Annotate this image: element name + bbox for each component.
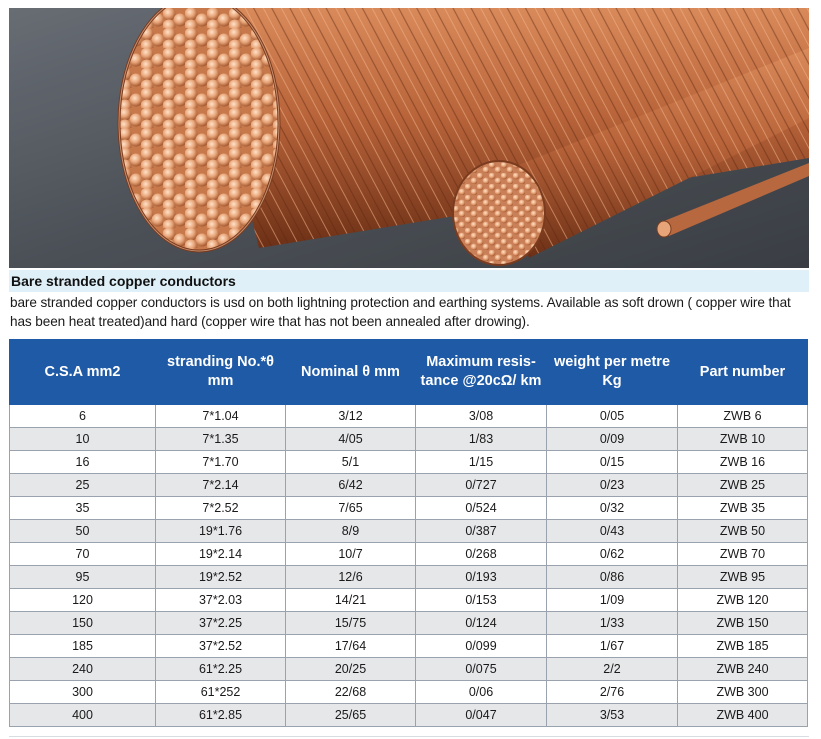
cell-nominal-diameter: 15/75	[286, 612, 416, 635]
cell-part-number: ZWB 120	[678, 589, 808, 612]
cell-stranding: 7*2.52	[156, 497, 286, 520]
header-csa: C.S.A mm2	[10, 340, 156, 405]
header-part-number: Part number	[678, 340, 808, 405]
header-nominal-diameter: Nominal θ mm	[286, 340, 416, 405]
cell-nominal-diameter: 6/42	[286, 474, 416, 497]
cell-weight: 2/2	[547, 658, 678, 681]
cell-max-resistance: 0/193	[416, 566, 547, 589]
cell-csa: 25	[10, 474, 156, 497]
cell-csa: 70	[10, 543, 156, 566]
cell-nominal-diameter: 7/65	[286, 497, 416, 520]
cell-weight: 0/15	[547, 451, 678, 474]
cell-csa: 50	[10, 520, 156, 543]
cell-weight: 1/33	[547, 612, 678, 635]
cell-max-resistance: 0/268	[416, 543, 547, 566]
cell-csa: 95	[10, 566, 156, 589]
cell-stranding: 7*2.14	[156, 474, 286, 497]
cell-part-number: ZWB 185	[678, 635, 808, 658]
table-row	[10, 681, 808, 704]
cell-weight: 0/32	[547, 497, 678, 520]
cell-weight: 1/67	[547, 635, 678, 658]
cell-max-resistance: 0/047	[416, 704, 547, 727]
cell-max-resistance: 0/153	[416, 589, 547, 612]
table-row	[10, 497, 808, 520]
cell-weight: 0/62	[547, 543, 678, 566]
cell-stranding: 37*2.25	[156, 612, 286, 635]
cell-weight: 0/09	[547, 428, 678, 451]
header-max-resistance: Maximum resis-tance @20cΩ/ km	[416, 340, 547, 405]
cell-nominal-diameter: 22/68	[286, 681, 416, 704]
table-row	[10, 589, 808, 612]
cell-max-resistance: 3/08	[416, 405, 547, 428]
copper-conductor-photo	[9, 8, 809, 268]
cell-max-resistance: 0/075	[416, 658, 547, 681]
cell-stranding: 19*2.52	[156, 566, 286, 589]
cell-part-number: ZWB 70	[678, 543, 808, 566]
table-row	[10, 543, 808, 566]
section-title-bar	[9, 270, 809, 292]
table-row	[10, 451, 808, 474]
cell-part-number: ZWB 25	[678, 474, 808, 497]
cell-stranding: 61*2.25	[156, 658, 286, 681]
header-weight: weight per metre Kg	[547, 340, 678, 405]
cell-csa: 240	[10, 658, 156, 681]
table-row	[10, 612, 808, 635]
cell-stranding: 61*2.85	[156, 704, 286, 727]
cell-weight: 2/76	[547, 681, 678, 704]
cell-weight: 0/05	[547, 405, 678, 428]
cell-csa: 10	[10, 428, 156, 451]
table-row	[10, 566, 808, 589]
cell-max-resistance: 1/15	[416, 451, 547, 474]
cell-weight: 0/23	[547, 474, 678, 497]
cell-part-number: ZWB 240	[678, 658, 808, 681]
cell-stranding: 61*252	[156, 681, 286, 704]
cell-stranding: 7*1.70	[156, 451, 286, 474]
table-header-row	[10, 340, 808, 405]
table-row	[10, 704, 808, 727]
section-title: Bare stranded copper conductors	[11, 273, 236, 289]
cell-max-resistance: 0/387	[416, 520, 547, 543]
cell-csa: 35	[10, 497, 156, 520]
cell-max-resistance: 0/06	[416, 681, 547, 704]
cell-csa: 120	[10, 589, 156, 612]
cell-nominal-diameter: 3/12	[286, 405, 416, 428]
cell-nominal-diameter: 8/9	[286, 520, 416, 543]
cell-stranding: 7*1.04	[156, 405, 286, 428]
cell-nominal-diameter: 14/21	[286, 589, 416, 612]
cell-nominal-diameter: 10/7	[286, 543, 416, 566]
cell-csa: 16	[10, 451, 156, 474]
table-row	[10, 635, 808, 658]
cell-stranding: 37*2.52	[156, 635, 286, 658]
cell-max-resistance: 0/727	[416, 474, 547, 497]
cell-part-number: ZWB 300	[678, 681, 808, 704]
table-row	[10, 520, 808, 543]
cell-max-resistance: 1/83	[416, 428, 547, 451]
cell-stranding: 19*2.14	[156, 543, 286, 566]
cell-max-resistance: 0/124	[416, 612, 547, 635]
cell-nominal-diameter: 12/6	[286, 566, 416, 589]
cell-weight: 1/09	[547, 589, 678, 612]
table-row	[10, 658, 808, 681]
cell-csa: 185	[10, 635, 156, 658]
table-row	[10, 474, 808, 497]
cell-nominal-diameter: 5/1	[286, 451, 416, 474]
cell-csa: 6	[10, 405, 156, 428]
cell-part-number: ZWB 35	[678, 497, 808, 520]
cell-nominal-diameter: 25/65	[286, 704, 416, 727]
section-description: bare stranded copper conductors is usd on both lightning protection and earthing systems. Available as soft drown ( copper wire that has been heat treated)and hard (copper wire that has not been annealed after drowing).	[10, 295, 791, 329]
bottom-divider	[9, 736, 809, 737]
cell-stranding: 7*1.35	[156, 428, 286, 451]
cell-nominal-diameter: 17/64	[286, 635, 416, 658]
table-row	[10, 428, 808, 451]
cell-stranding: 37*2.03	[156, 589, 286, 612]
cell-part-number: ZWB 50	[678, 520, 808, 543]
cell-max-resistance: 0/099	[416, 635, 547, 658]
cell-part-number: ZWB 95	[678, 566, 808, 589]
cell-weight: 3/53	[547, 704, 678, 727]
cell-part-number: ZWB 6	[678, 405, 808, 428]
cell-csa: 400	[10, 704, 156, 727]
cell-csa: 150	[10, 612, 156, 635]
conductor-spec-table	[9, 339, 808, 727]
cell-nominal-diameter: 4/05	[286, 428, 416, 451]
cell-max-resistance: 0/524	[416, 497, 547, 520]
cell-stranding: 19*1.76	[156, 520, 286, 543]
table-row	[10, 405, 808, 428]
cell-csa: 300	[10, 681, 156, 704]
cell-nominal-diameter: 20/25	[286, 658, 416, 681]
cell-part-number: ZWB 150	[678, 612, 808, 635]
cell-part-number: ZWB 400	[678, 704, 808, 727]
cell-weight: 0/43	[547, 520, 678, 543]
header-stranding: stranding No.*θ mm	[156, 340, 286, 405]
cell-part-number: ZWB 10	[678, 428, 808, 451]
cell-weight: 0/86	[547, 566, 678, 589]
cell-part-number: ZWB 16	[678, 451, 808, 474]
